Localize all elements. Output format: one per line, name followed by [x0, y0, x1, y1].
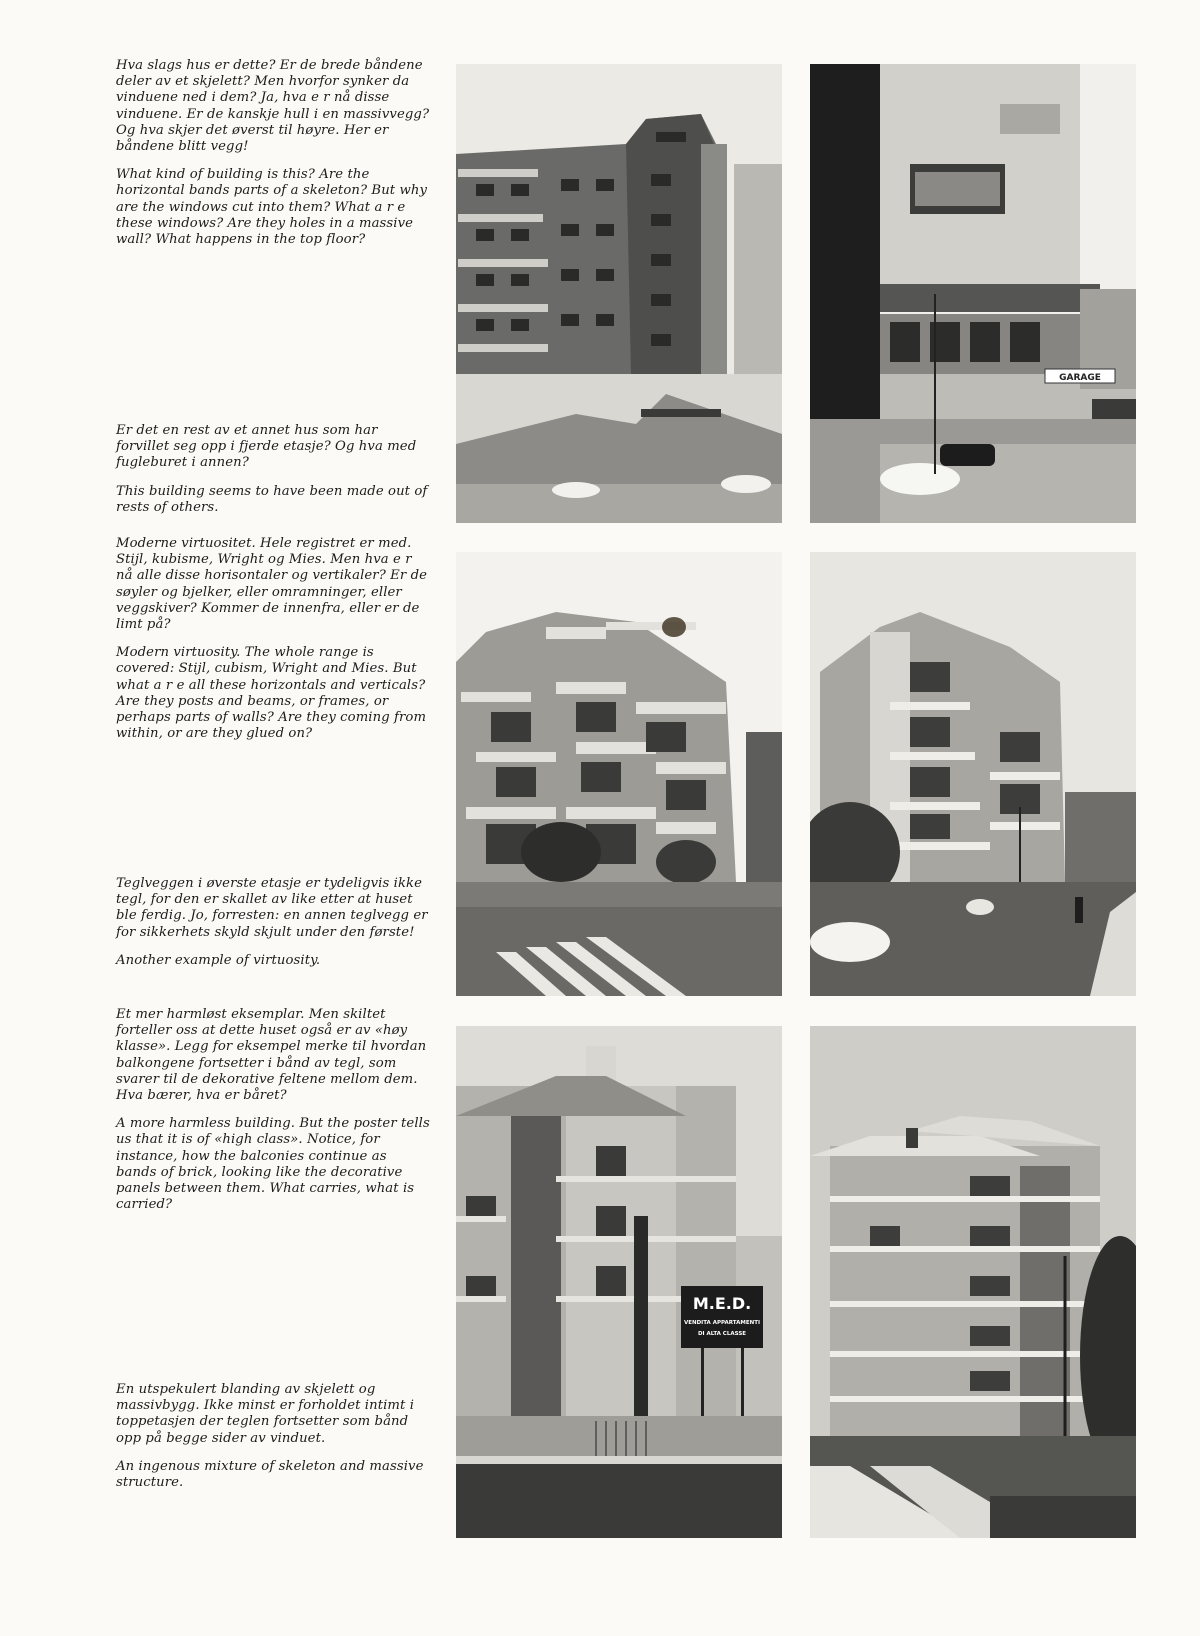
- caption-english: A more harmless building. But the poster tells us that it is of «high class». Notice, for instance, how the balconies continue as bands of brick, looking like the decorative panels between them. What carries, what is carried?: [116, 1116, 430, 1213]
- caption-norwegian: Et mer harmløst eksemplar. Men skiltet forteller oss at dette huset også er av «høy klasse». Legg for eksempel merke til hvordan balkongene fortsetter i bånd av tegl, som svarer til de dekorative feltene mellom dem. Hva bærer, hva er båret?: [116, 1007, 427, 1104]
- caption-block-5: [116, 1007, 430, 1225]
- med-sign-line2: DI ALTA CLASSE: [697, 1331, 747, 1337]
- photo-building-5: [456, 1026, 782, 1538]
- caption-english: What kind of building is this? Are the horizontal bands parts of a skeleton? But why are the windows cut into them? What a r e these windows? Are they holes in a massive wall? What happens in the top floor?: [116, 167, 428, 248]
- caption-english: This building seems to have been made out of rests of others.: [116, 483, 428, 515]
- caption-block-4: [116, 876, 430, 981]
- caption-english: An ingenous mixture of skeleton and massive structure.: [116, 1458, 424, 1491]
- photo-building-4: [810, 552, 1136, 996]
- photo-building-1: [456, 64, 782, 523]
- photo-building-6: [810, 1026, 1136, 1538]
- caption-norwegian: Hva slags hus er dette? Er de brede båndene deler av et skjelett? Men hvorfor synker da vinduene ned i dem? Ja, hva e r nå disse vinduene. Er de kanskje hull i en massivvegg? Og hva skjer det øverst til høyre. Her er båndene blitt vegg!: [116, 58, 430, 155]
- caption-norwegian: Er det en rest av et annet hus som har forvillet seg opp i fjerde etasje? Og hva med fugleburet i annen?: [116, 423, 417, 471]
- garage-sign: GARAGE: [1059, 373, 1101, 383]
- caption-block-3: [116, 536, 430, 754]
- caption-norwegian: Moderne virtuositet. Hele registret er med. Stijl, kubisme, Wright og Mies. Men hva e r nå alle disse horisontaler og vertikaler? Er de søyler og bjelker, eller omramninger, eller veggskiver? Kommer de innenfra, eller er de limt på?: [116, 536, 428, 633]
- caption-english: Another example of virtuosity.: [116, 952, 321, 968]
- caption-block-6: [116, 1382, 430, 1503]
- med-sign-line1: VENDITA APPARTAMENTI: [684, 1320, 760, 1326]
- caption-norwegian: En utspekulert blanding av skjelett og massivbygg. Ikke minst er forholdet intimt i toppetasjen der teglen fortsetter som bånd opp på begge sider av vinduet.: [116, 1382, 415, 1446]
- caption-norwegian: Teglveggen i øverste etasje er tydeligvis ikke tegl, for den er skallet av like etter at huset ble ferdig. Jo, forresten: en annen teglvegg er for sikkerhets skyld skjult under den første!: [116, 876, 428, 940]
- photo-building-2: [810, 64, 1136, 523]
- caption-english: Modern virtuosity. The whole range is covered: Stijl, cubism, Wright and Mies. But what a r e all these horizontals and verticals? Are they posts and beams, or frames, or perhaps parts of walls? Are they coming from within, or are they glued on?: [116, 645, 427, 742]
- med-sign-title: M.E.D.: [692, 1294, 752, 1313]
- caption-block-2: [116, 423, 430, 528]
- caption-block-1: [116, 58, 430, 260]
- photo-building-3: [456, 552, 782, 996]
